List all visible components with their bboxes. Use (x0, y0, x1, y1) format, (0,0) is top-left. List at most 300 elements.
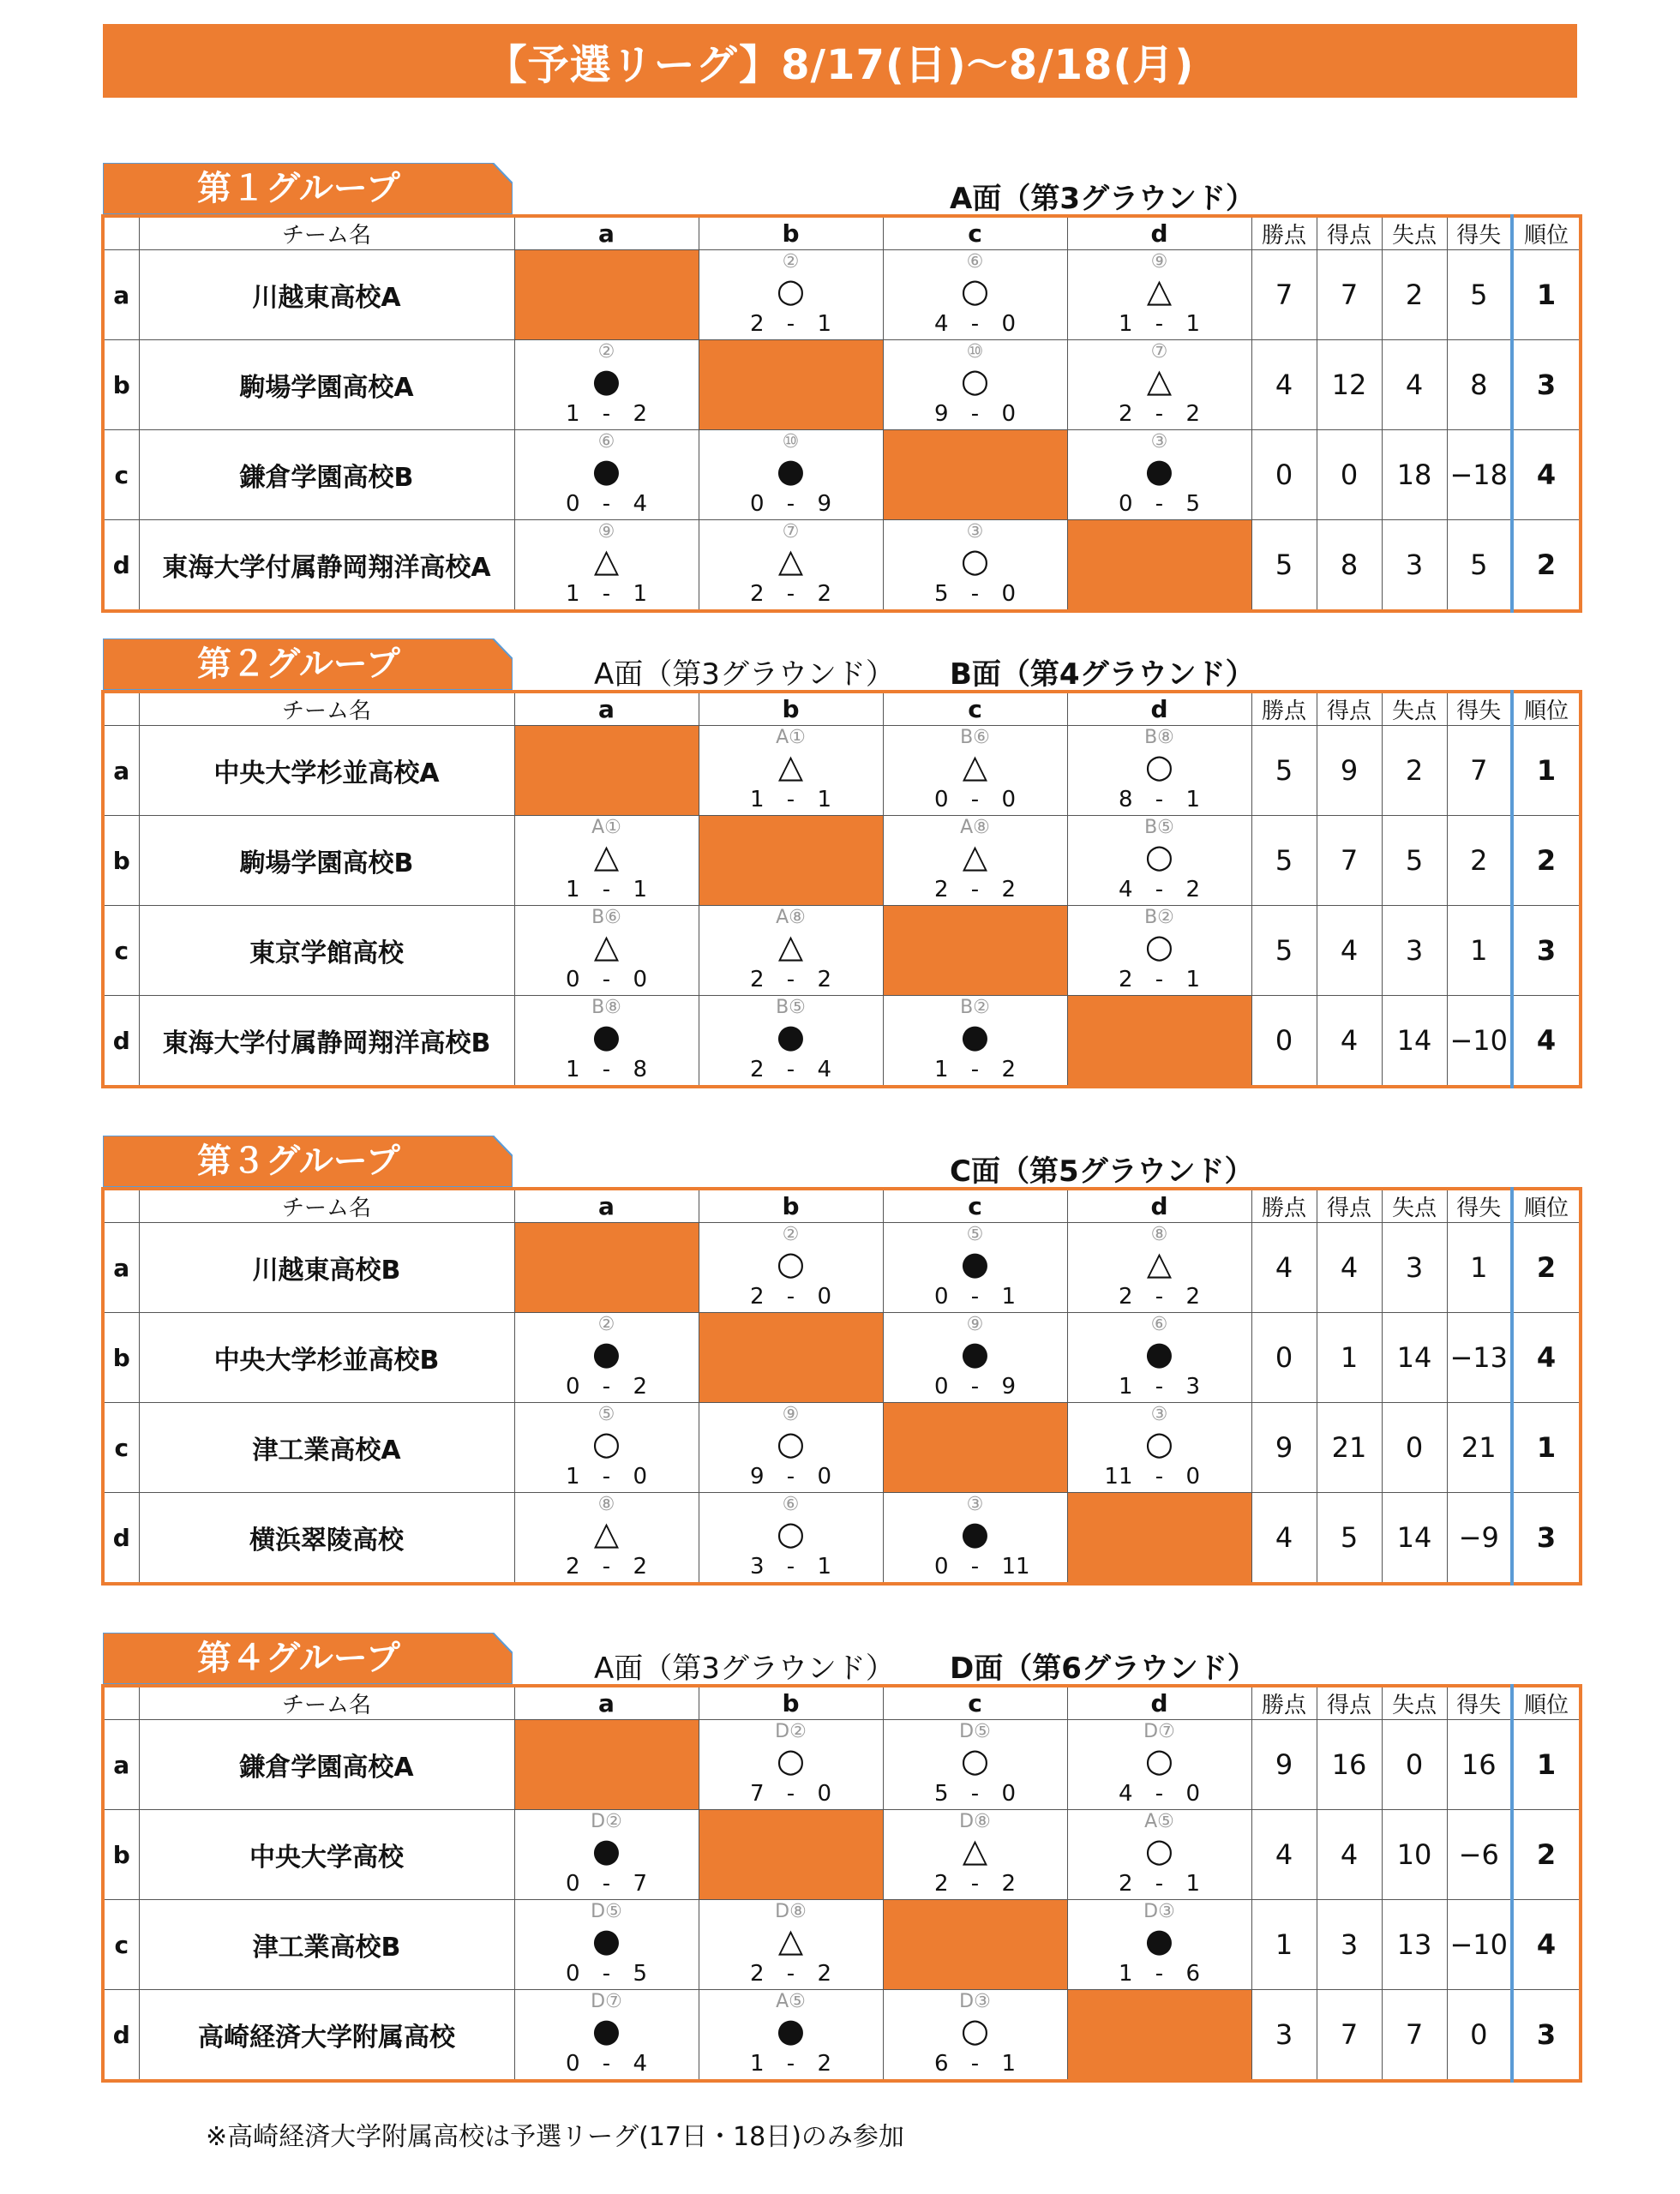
match-score (884, 1553, 1067, 1580)
match-cell (514, 1810, 699, 1900)
match-number: ⑨ (1150, 251, 1168, 273)
score-for: 9 (933, 401, 949, 427)
score-dash: - (786, 1057, 795, 1082)
stat-value: −10 (1447, 1900, 1512, 1990)
match-number: ⑥ (1150, 1314, 1168, 1335)
stat-value: 1 (1251, 1900, 1317, 1990)
match-number: B② (960, 997, 990, 1018)
score-dash: - (1155, 1961, 1164, 1987)
col-header-b: b (699, 1189, 883, 1223)
match-score (515, 1463, 699, 1490)
score-for: 1 (749, 2051, 765, 2077)
stat-value: −10 (1447, 996, 1512, 1088)
match-score (699, 580, 883, 608)
score-for: 1 (1118, 311, 1133, 337)
score-against: 1 (817, 787, 832, 812)
match-cell (514, 1493, 699, 1585)
result-symbol: ○ (1144, 927, 1174, 965)
rank-value: 2 (1512, 816, 1581, 906)
stat-header: 失点 (1382, 216, 1447, 250)
match-number: ③ (1150, 431, 1168, 453)
row-id: a (103, 250, 139, 340)
match-cell (514, 1990, 699, 2082)
score-for: 0 (565, 1871, 580, 1897)
score-against: 9 (1001, 1374, 1017, 1400)
match-score (515, 966, 699, 993)
result-symbol: ○ (1144, 1741, 1174, 1779)
score-for: 4 (1118, 1781, 1133, 1807)
match-score (699, 1780, 883, 1807)
match-number: D⑦ (591, 1991, 622, 2012)
match-score (884, 876, 1067, 903)
match-number: A⑤ (776, 1991, 806, 2012)
result-symbol: ○ (960, 542, 990, 579)
row-id: a (103, 726, 139, 816)
league-table (101, 1187, 1582, 1586)
result-symbol: ○ (960, 1741, 990, 1779)
score-against: 1 (633, 581, 648, 607)
match-number: B⑥ (960, 727, 990, 748)
score-dash: - (602, 491, 611, 517)
match-score (1068, 400, 1251, 428)
result-symbol: ● (1144, 452, 1174, 489)
score-dash: - (602, 1871, 611, 1897)
match-score (515, 490, 699, 518)
match-score (699, 786, 883, 813)
match-score (699, 310, 883, 338)
score-against: 6 (1185, 1961, 1201, 1987)
match-cell (699, 1990, 883, 2082)
match-score (884, 400, 1067, 428)
stat-value: 8 (1447, 340, 1512, 430)
venue-secondary: A面（第3グラウンド） (594, 1651, 895, 1686)
match-cell (883, 1720, 1067, 1810)
score-against: 5 (1185, 491, 1201, 517)
stat-header: 順位 (1512, 1189, 1581, 1223)
match-number: D⑦ (1143, 1721, 1175, 1742)
venue-primary: A面（第3グラウンド） (950, 182, 1255, 216)
score-against: 0 (1185, 1464, 1201, 1490)
stat-value: 4 (1382, 340, 1447, 430)
venue-labels (101, 1640, 1579, 1684)
stat-value: 9 (1317, 726, 1382, 816)
score-against: 0 (817, 1781, 832, 1807)
score-dash: - (970, 2051, 980, 2077)
score-for: 2 (565, 1554, 580, 1580)
match-cell (699, 1403, 883, 1493)
result-symbol: ● (776, 452, 806, 489)
score-for: 4 (933, 311, 949, 337)
score-against: 5 (633, 1961, 648, 1987)
col-header-c: c (883, 692, 1067, 726)
group-title: 第３グループ (197, 1142, 400, 1181)
match-score (884, 310, 1067, 338)
table-row (103, 816, 1581, 906)
match-score (515, 580, 699, 608)
score-dash: - (602, 2051, 611, 2077)
score-for: 1 (565, 581, 580, 607)
rank-value: 4 (1512, 430, 1581, 520)
stat-value: 4 (1317, 1810, 1382, 1900)
match-number: ⑥ (966, 251, 984, 273)
rank-value: 1 (1512, 1720, 1581, 1810)
score-dash: - (786, 1961, 795, 1987)
score-dash: - (786, 1781, 795, 1807)
score-for: 0 (565, 1961, 580, 1987)
score-against: 1 (1001, 1284, 1017, 1310)
result-symbol: △ (777, 747, 804, 785)
stat-value: 3 (1382, 1223, 1447, 1313)
match-cell (1067, 340, 1251, 430)
stat-header: 順位 (1512, 1686, 1581, 1720)
stat-value: 4 (1317, 906, 1382, 996)
match-score (515, 1870, 699, 1897)
result-symbol: ○ (776, 1741, 806, 1779)
match-cell (514, 520, 699, 612)
match-number: A① (776, 727, 806, 748)
match-number: ③ (1150, 1404, 1168, 1425)
venue-primary: C面（第5グラウンド） (950, 1154, 1254, 1189)
match-number: ③ (966, 1494, 984, 1515)
stat-header: 勝点 (1251, 1686, 1317, 1720)
score-dash: - (1155, 1781, 1164, 1807)
score-dash: - (970, 1374, 980, 1400)
stat-value: 5 (1251, 726, 1317, 816)
match-cell (514, 1403, 699, 1493)
rank-value: 4 (1512, 1900, 1581, 1990)
row-id: d (103, 1990, 139, 2082)
score-dash: - (786, 311, 795, 337)
rank-value: 1 (1512, 250, 1581, 340)
team-name: 鎌倉学園高校A (139, 1720, 514, 1810)
table-row (103, 1493, 1581, 1585)
corner-cell (103, 1686, 139, 1720)
score-dash: - (1155, 1464, 1164, 1490)
stat-value: 0 (1382, 1403, 1447, 1493)
team-name: 津工業高校A (139, 1403, 514, 1493)
score-dash: - (1155, 1284, 1164, 1310)
score-for: 0 (565, 2051, 580, 2077)
banner-title: 【予選リーグ】8/17(日)〜8/18(月) (485, 40, 1195, 89)
score-dash: - (786, 1554, 795, 1580)
result-symbol: ● (591, 362, 621, 399)
score-dash: - (970, 311, 980, 337)
stat-header: 失点 (1382, 1686, 1447, 1720)
match-score (699, 1463, 883, 1490)
league-table (101, 214, 1582, 613)
match-cell (514, 1313, 699, 1403)
self-match-cell (883, 1900, 1067, 1990)
match-number: ⑨ (966, 1314, 984, 1335)
stat-value: 9 (1251, 1720, 1317, 1810)
match-cell (514, 430, 699, 520)
team-header: チーム名 (139, 1686, 514, 1720)
match-number: ② (782, 1224, 800, 1245)
score-dash: - (970, 877, 980, 902)
rank-value: 4 (1512, 1313, 1581, 1403)
score-dash: - (1155, 787, 1164, 812)
match-cell (699, 996, 883, 1088)
row-id: a (103, 1223, 139, 1313)
col-header-b: b (699, 692, 883, 726)
match-score (1068, 1780, 1251, 1807)
team-header: チーム名 (139, 692, 514, 726)
team-header: チーム名 (139, 216, 514, 250)
group-title: 第２グループ (197, 644, 400, 684)
match-cell (1067, 726, 1251, 816)
self-match-cell (883, 906, 1067, 996)
venue-secondary: A面（第3グラウンド） (594, 657, 895, 692)
rank-value: 3 (1512, 906, 1581, 996)
result-symbol: ○ (591, 1424, 621, 1462)
stat-value: 5 (1447, 520, 1512, 612)
stat-header: 得点 (1317, 1189, 1382, 1223)
stat-header: 勝点 (1251, 692, 1317, 726)
col-header-a: a (514, 1686, 699, 1720)
match-score (1068, 966, 1251, 993)
score-against: 11 (1001, 1554, 1030, 1580)
match-cell (1067, 1810, 1251, 1900)
match-score (699, 490, 883, 518)
match-number: B② (1144, 907, 1174, 928)
team-name: 中央大学杉並高校B (139, 1313, 514, 1403)
result-symbol: ○ (776, 1424, 806, 1462)
corner-cell (103, 216, 139, 250)
score-for: 2 (933, 1871, 949, 1897)
result-symbol: △ (593, 927, 620, 965)
score-dash: - (786, 581, 795, 607)
match-score (515, 2050, 699, 2077)
match-score (515, 876, 699, 903)
stat-value: 5 (1382, 816, 1447, 906)
score-for: 2 (933, 877, 949, 902)
match-score (1068, 1373, 1251, 1400)
stat-value: 10 (1382, 1810, 1447, 1900)
match-cell (699, 726, 883, 816)
row-id: c (103, 430, 139, 520)
table-row (103, 996, 1581, 1088)
score-against: 4 (817, 1057, 832, 1082)
match-cell (514, 996, 699, 1088)
stat-value: 1 (1447, 1223, 1512, 1313)
score-for: 2 (749, 1057, 765, 1082)
score-against: 0 (1001, 311, 1017, 337)
self-match-cell (514, 726, 699, 816)
corner-cell (103, 1189, 139, 1223)
result-symbol: ● (591, 1017, 621, 1055)
rank-value: 3 (1512, 1990, 1581, 2082)
team-name: 津工業高校B (139, 1900, 514, 1990)
header-row (103, 1686, 1581, 1720)
match-score (1068, 786, 1251, 813)
match-cell (514, 816, 699, 906)
stat-value: 2 (1382, 250, 1447, 340)
match-cell (699, 906, 883, 996)
match-cell (1067, 906, 1251, 996)
match-score (515, 1373, 699, 1400)
score-for: 2 (749, 311, 765, 337)
match-score (1068, 1960, 1251, 1987)
stat-value: 0 (1447, 1990, 1512, 2082)
score-dash: - (786, 2051, 795, 2077)
result-symbol: ● (776, 2011, 806, 2049)
row-id: d (103, 1493, 139, 1585)
score-against: 1 (1185, 1871, 1201, 1897)
stat-value: 5 (1251, 906, 1317, 996)
stat-header: 順位 (1512, 692, 1581, 726)
rank-value: 4 (1512, 996, 1581, 1088)
match-score (699, 1283, 883, 1310)
team-name: 鎌倉学園高校B (139, 430, 514, 520)
match-cell (514, 340, 699, 430)
self-match-cell (1067, 996, 1251, 1088)
match-score (699, 1553, 883, 1580)
match-number: ⑤ (966, 1224, 984, 1245)
row-id: b (103, 816, 139, 906)
stat-value: 8 (1317, 520, 1382, 612)
team-header: チーム名 (139, 1189, 514, 1223)
score-for: 1 (565, 401, 580, 427)
score-against: 0 (1185, 1781, 1201, 1807)
self-match-cell (514, 1720, 699, 1810)
col-header-a: a (514, 216, 699, 250)
score-for: 8 (1118, 787, 1133, 812)
stat-value: 4 (1251, 340, 1317, 430)
score-for: 2 (1118, 967, 1133, 992)
match-score (515, 400, 699, 428)
match-cell (883, 1990, 1067, 2082)
table-row (103, 1720, 1581, 1810)
result-symbol: ○ (960, 2011, 990, 2049)
table-row (103, 1403, 1581, 1493)
table-row (103, 340, 1581, 430)
row-id: c (103, 1403, 139, 1493)
score-dash: - (1155, 311, 1164, 337)
stat-header: 得失 (1447, 1189, 1512, 1223)
col-header-c: c (883, 1686, 1067, 1720)
row-id: b (103, 340, 139, 430)
score-for: 2 (749, 967, 765, 992)
result-symbol: ● (591, 1921, 621, 1959)
stat-value: 7 (1251, 250, 1317, 340)
match-score (884, 1283, 1067, 1310)
score-against: 0 (817, 1464, 832, 1490)
self-match-cell (514, 1223, 699, 1313)
match-cell (699, 520, 883, 612)
col-header-c: c (883, 216, 1067, 250)
result-symbol: ○ (1144, 1831, 1174, 1869)
row-id: d (103, 996, 139, 1088)
stat-header: 得失 (1447, 692, 1512, 726)
score-dash: - (1155, 401, 1164, 427)
corner-cell (103, 692, 139, 726)
stat-header: 勝点 (1251, 1189, 1317, 1223)
match-cell (1067, 1403, 1251, 1493)
score-dash: - (602, 1374, 611, 1400)
rank-value: 2 (1512, 1223, 1581, 1313)
match-score (515, 1960, 699, 1987)
stat-value: 5 (1251, 816, 1317, 906)
score-for: 2 (1118, 401, 1133, 427)
result-symbol: ● (960, 1334, 990, 1372)
self-match-cell (699, 816, 883, 906)
score-for: 0 (749, 491, 765, 517)
result-symbol: ● (1144, 1921, 1174, 1959)
score-for: 1 (933, 1057, 949, 1082)
match-cell (699, 1900, 883, 1990)
score-for: 2 (1118, 1871, 1133, 1897)
score-against: 2 (1185, 1284, 1201, 1310)
score-against: 0 (1001, 401, 1017, 427)
match-score (884, 1870, 1067, 1897)
score-dash: - (786, 967, 795, 992)
score-against: 2 (1001, 1871, 1017, 1897)
match-number: ⑩ (966, 341, 984, 363)
table-row (103, 1223, 1581, 1313)
score-for: 2 (749, 1961, 765, 1987)
result-symbol: ● (591, 2011, 621, 2049)
stat-value: 0 (1382, 1720, 1447, 1810)
stat-value: 5 (1251, 520, 1317, 612)
score-against: 1 (1185, 311, 1201, 337)
header-row (103, 692, 1581, 726)
score-for: 11 (1104, 1464, 1133, 1490)
score-for: 1 (1118, 1374, 1133, 1400)
result-symbol: △ (777, 1921, 804, 1959)
rank-value: 2 (1512, 1810, 1581, 1900)
score-dash: - (786, 491, 795, 517)
result-symbol: △ (593, 837, 620, 875)
score-for: 1 (749, 787, 765, 812)
group-title: 第１グループ (197, 169, 400, 208)
score-dash: - (970, 1057, 980, 1082)
stat-value: 4 (1317, 1223, 1382, 1313)
score-against: 3 (1185, 1374, 1201, 1400)
match-score (1068, 1283, 1251, 1310)
match-number: ② (782, 251, 800, 273)
match-number: D⑧ (959, 1811, 991, 1832)
page-banner (103, 24, 1577, 98)
score-dash: - (1155, 877, 1164, 902)
match-cell (699, 1223, 883, 1313)
row-id: c (103, 906, 139, 996)
result-symbol: ○ (776, 1244, 806, 1282)
match-score (699, 2050, 883, 2077)
score-for: 3 (749, 1554, 765, 1580)
self-match-cell (699, 340, 883, 430)
score-for: 1 (565, 1057, 580, 1082)
table-row (103, 1900, 1581, 1990)
match-number: D⑤ (959, 1721, 991, 1742)
result-symbol: ● (776, 1017, 806, 1055)
match-cell (883, 1313, 1067, 1403)
score-against: 2 (817, 967, 832, 992)
match-cell (883, 250, 1067, 340)
result-symbol: △ (1146, 1244, 1173, 1282)
score-for: 0 (933, 1284, 949, 1310)
team-name: 横浜翠陵高校 (139, 1493, 514, 1585)
score-for: 2 (749, 581, 765, 607)
score-for: 7 (749, 1781, 765, 1807)
score-dash: - (602, 401, 611, 427)
result-symbol: △ (593, 1514, 620, 1552)
match-score (1068, 490, 1251, 518)
stat-value: 21 (1317, 1403, 1382, 1493)
rank-value: 3 (1512, 340, 1581, 430)
result-symbol: ○ (776, 272, 806, 309)
score-dash: - (602, 967, 611, 992)
score-for: 0 (933, 787, 949, 812)
